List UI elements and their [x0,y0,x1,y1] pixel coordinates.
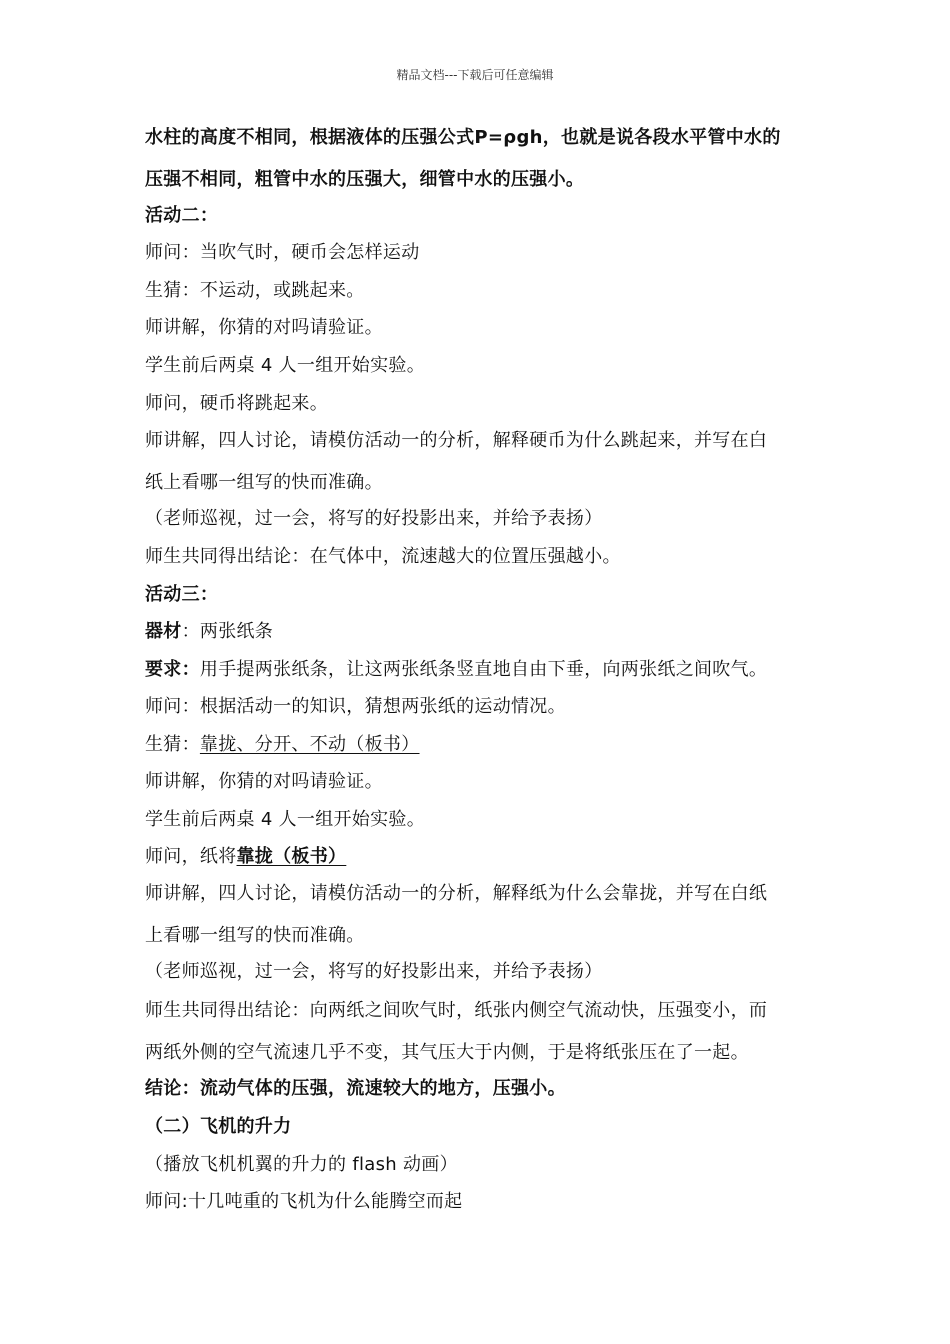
text-line [145,733,420,757]
text-segment: 师问:十几吨重的飞机为什么能腾空而起 [145,1191,463,1212]
text-segment: 靠拢（板书） [236,846,347,867]
text-line [145,808,425,832]
text-line [145,126,781,150]
text-segment: 师讲解，四人讨论，请模仿活动一的分析，解释硬币为什么跳起来，并写在白 [145,430,768,451]
text-line [145,507,603,531]
text-segment: 师问：根据活动一的知识，猜想两张纸的运动情况。 [145,696,566,717]
text-segment: 学生前后两桌 4 人一组开始实验。 [145,809,425,830]
text-line [145,471,383,495]
text-line [145,1115,291,1139]
text-segment: 靠拢、分开、不动（板书） [199,734,420,755]
text-segment: 师问：当吹气时，硬币会怎样运动 [145,242,420,263]
text-segment: （二）飞机的升力 [145,1116,292,1137]
text-line [145,999,767,1023]
text-segment: 器材 [145,621,182,642]
text-segment: 活动三： [145,584,219,605]
text-segment: 上看哪一组写的快而准确。 [145,925,365,946]
text-line [145,620,273,644]
text-line [145,845,346,869]
text-line [145,168,584,192]
text-line [145,354,425,378]
text-segment: 用手提两张纸条，让这两张纸条竖直地自由下垂，向两张纸之间吹气。 [199,659,768,680]
text-line [145,1190,462,1214]
text-line [145,1153,458,1177]
text-segment: 学生前后两桌 4 人一组开始实验。 [145,355,425,376]
text-segment: 生猜： [145,734,200,755]
text-line [145,545,621,569]
text-segment: 压强不相同，粗管中水的压强大，细管中水的压强小。 [145,169,585,190]
text-line [145,241,420,265]
text-line [145,316,383,340]
text-segment: 水柱的高度不相同，根据液体的压强公式P=ρgh，也就是说各段水平管中水的 [145,127,781,148]
text-line [145,960,603,984]
text-segment: 师讲解，四人讨论，请模仿活动一的分析，解释纸为什么会靠拢，并写在白纸 [145,883,768,904]
text-line [145,583,218,607]
text-segment: 师讲解，你猜的对吗请验证。 [145,771,383,792]
text-segment: （老师巡视，过一会，将写的好投影出来，并给予表扬） [145,508,603,529]
text-segment: （老师巡视，过一会，将写的好投影出来，并给予表扬） [145,961,603,982]
text-line [145,1077,566,1101]
text-segment: 生猜：不运动，或跳起来。 [145,280,365,301]
text-segment: 结论：流动气体的压强，流速较大的地方，压强小。 [145,1078,566,1099]
text-line [145,924,365,948]
text-segment: 纸上看哪一组写的快而准确。 [145,472,383,493]
text-segment: 师问，纸将 [145,846,237,867]
text-line [145,770,383,794]
text-segment: ：两张纸条 [181,621,274,642]
text-line [145,392,328,416]
text-segment: 要求： [145,659,200,680]
text-segment: 师生共同得出结论：在气体中，流速越大的位置压强越小。 [145,546,621,567]
text-segment: （播放飞机机翼的升力的 flash 动画） [145,1154,458,1175]
text-segment: 师问，硬币将跳起来。 [145,393,328,414]
page-header: 精品文档---下载后可任意编辑 [396,68,554,82]
text-line [145,429,767,453]
text-line [145,695,566,719]
text-line [145,204,218,228]
text-segment: 师生共同得出结论：向两纸之间吹气时，纸张内侧空气流动快，压强变小，而 [145,1000,768,1021]
text-line [145,658,767,682]
text-segment: 活动二： [145,205,219,226]
text-line [145,279,365,303]
text-line [145,1041,749,1065]
text-segment: 师讲解，你猜的对吗请验证。 [145,317,383,338]
text-line [145,882,767,906]
text-segment: 两纸外侧的空气流速几乎不变，其气压大于内侧，于是将纸张压在了一起。 [145,1042,749,1063]
